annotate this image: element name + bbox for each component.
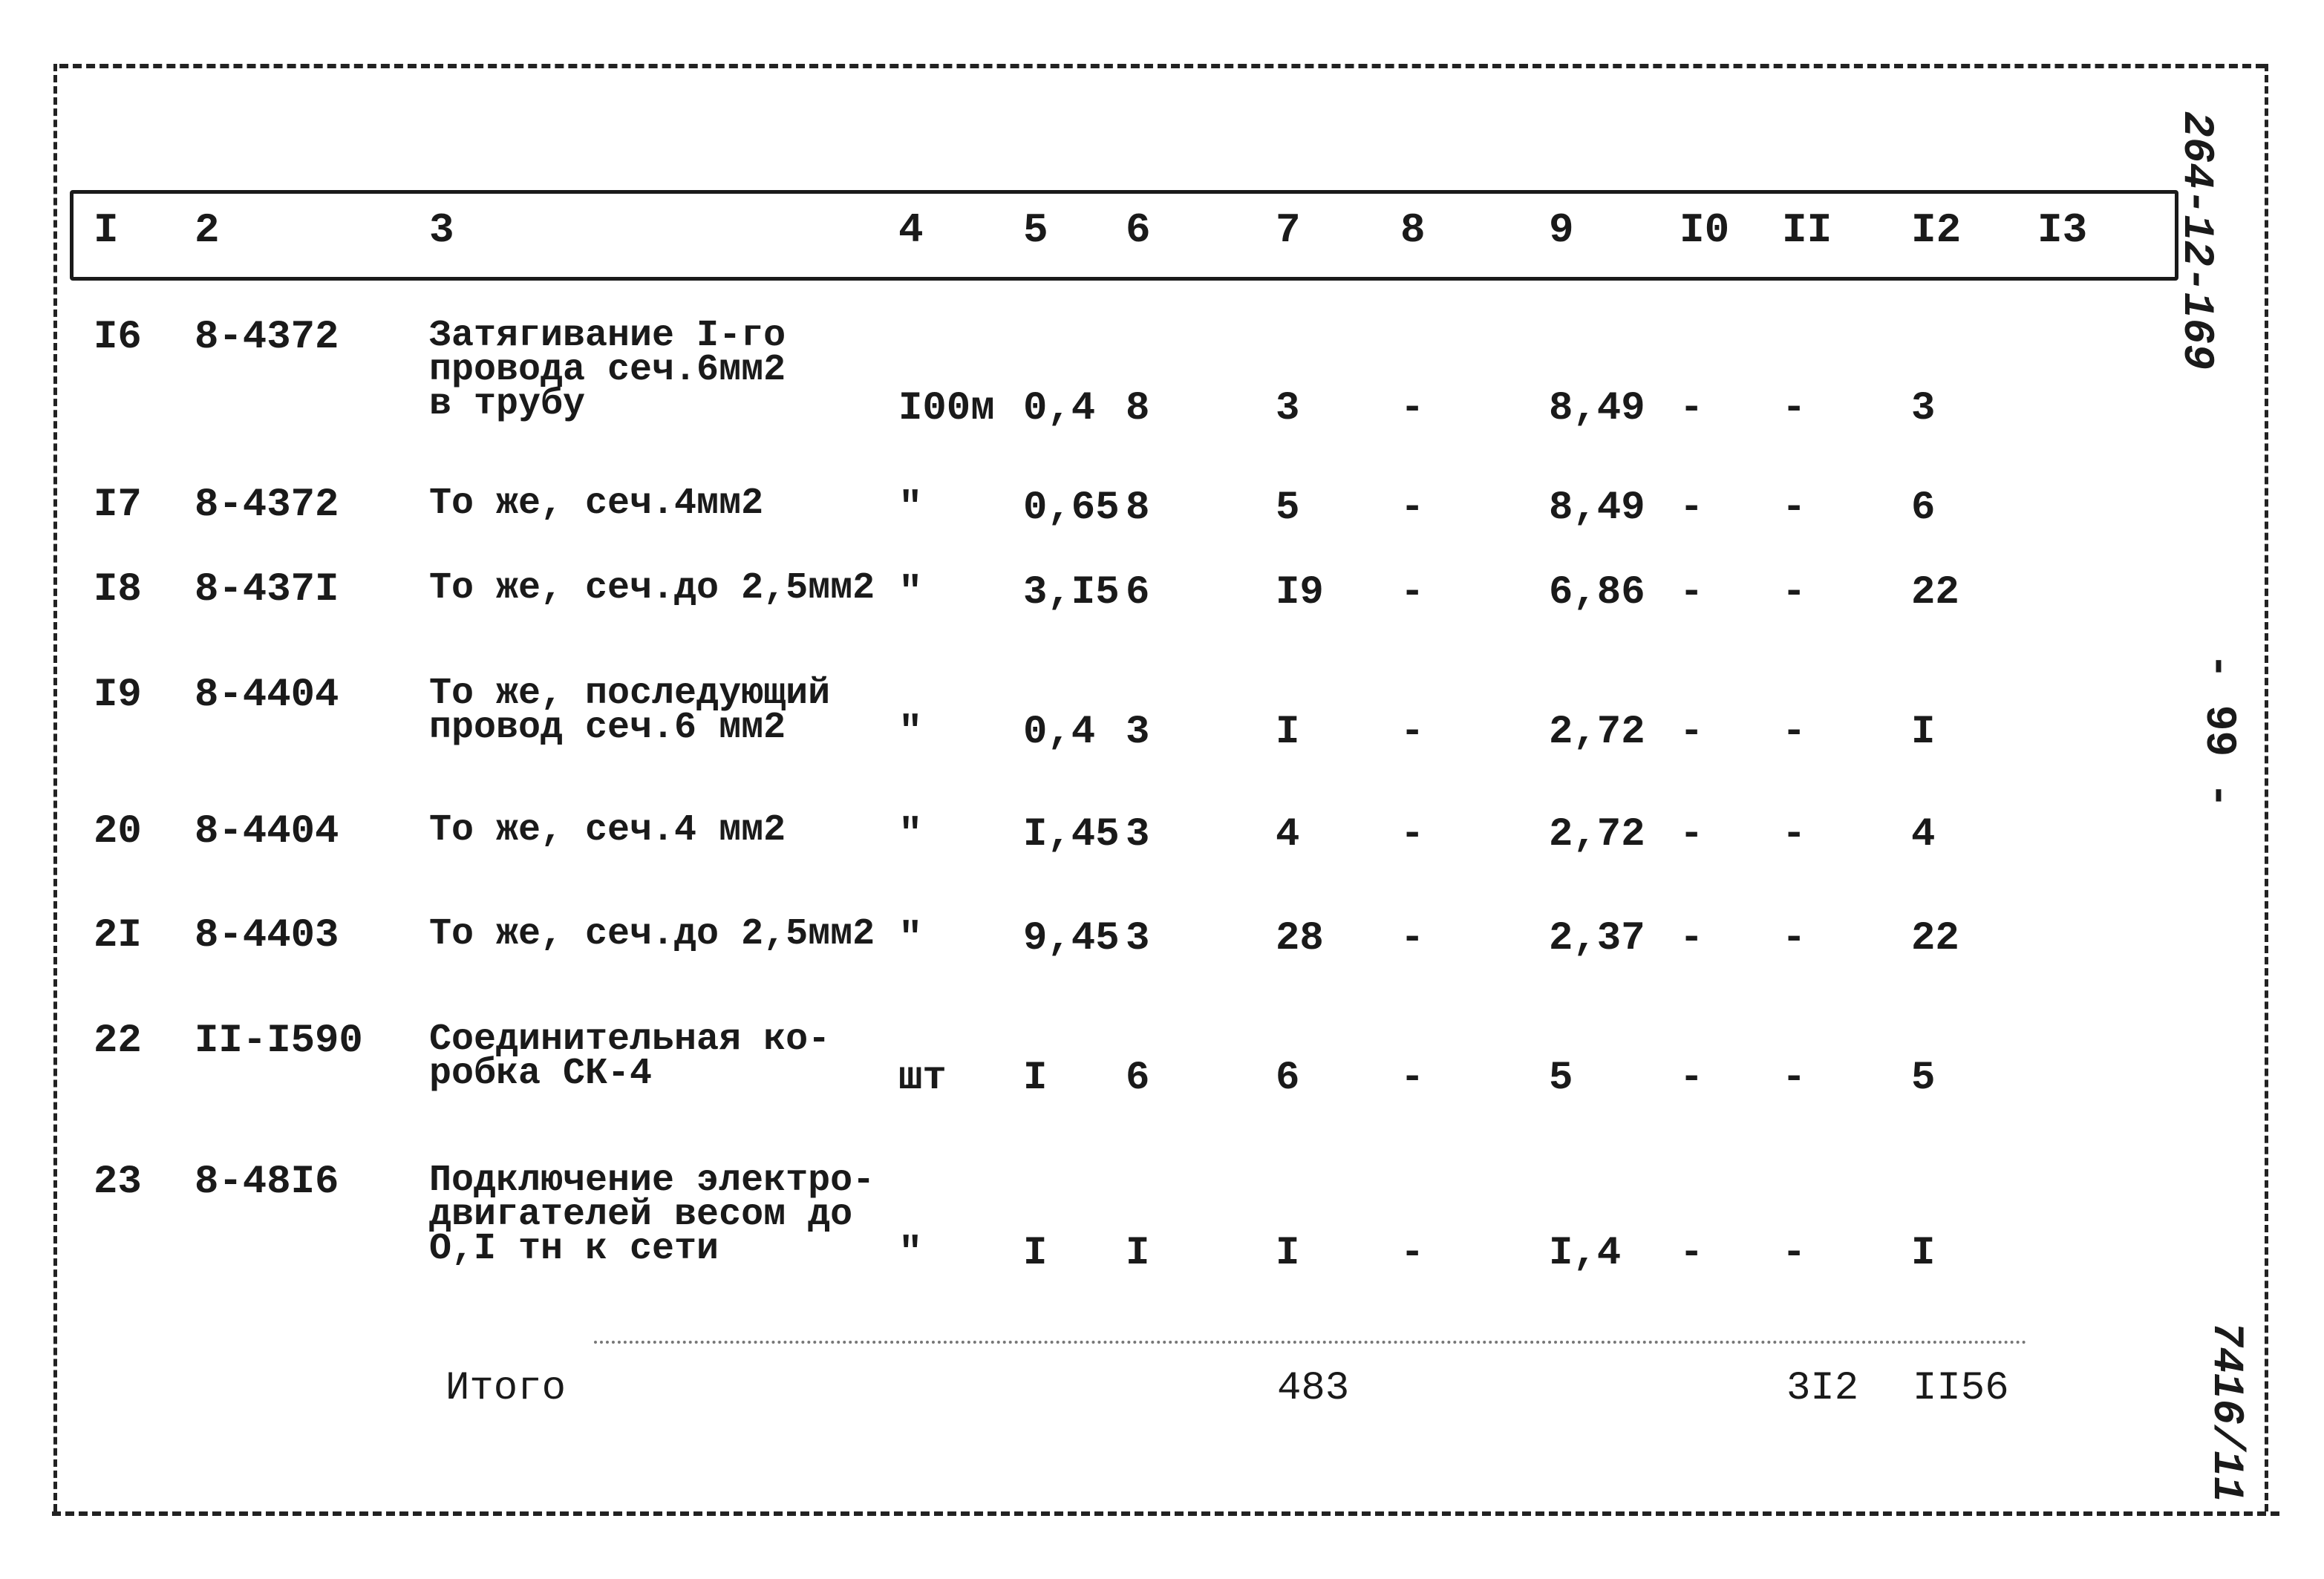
table-header-box xyxy=(70,190,2178,281)
row-col9: 5 xyxy=(1549,1056,1573,1101)
row-col7: I xyxy=(1276,1231,1300,1276)
row-col12: 6 xyxy=(1911,486,1936,531)
row-unit: I00м xyxy=(898,386,995,431)
row-code: 8-4403 xyxy=(195,913,339,958)
row-col5: 0,65 xyxy=(1023,486,1120,531)
row-col7: 5 xyxy=(1276,486,1300,531)
row-number: I6 xyxy=(94,315,142,360)
total-col11: 3I2 xyxy=(1786,1366,1859,1411)
row-col6: 3 xyxy=(1126,812,1150,857)
row-col5: 3,I5 xyxy=(1023,570,1120,615)
row-col5: I xyxy=(1023,1231,1048,1276)
row-number: 20 xyxy=(94,809,142,854)
header-col-4: 4 xyxy=(898,206,924,254)
header-col-8: 8 xyxy=(1400,206,1426,254)
row-col7: 28 xyxy=(1276,916,1324,961)
page-frame-right xyxy=(2265,64,2268,1511)
row-col11: - xyxy=(1782,1231,1806,1276)
row-col7: I9 xyxy=(1276,570,1324,615)
row-description: То же, сеч.до 2,5мм2 xyxy=(429,913,875,955)
row-col11: - xyxy=(1782,812,1806,857)
row-unit: шт xyxy=(898,1056,947,1101)
row-code: 8-4404 xyxy=(195,809,339,854)
header-col-1: I xyxy=(94,206,119,254)
header-col-2: 2 xyxy=(195,206,220,254)
row-col9: 2,37 xyxy=(1549,916,1645,961)
sheet-mark-note: 7416/11 xyxy=(2201,1321,2250,1503)
row-col10: - xyxy=(1680,570,1704,615)
row-col8: - xyxy=(1400,916,1425,961)
row-col10: - xyxy=(1680,486,1704,531)
row-col7: 3 xyxy=(1276,386,1300,431)
row-col5: 0,4 xyxy=(1023,710,1096,755)
row-description: Подключение электро- двигателей весом до О,I тн к сети xyxy=(429,1160,875,1270)
row-col5: 0,4 xyxy=(1023,386,1096,431)
row-col7: 6 xyxy=(1276,1056,1300,1101)
row-col11: - xyxy=(1782,916,1806,961)
row-unit: " xyxy=(898,486,923,531)
row-col8: - xyxy=(1400,570,1425,615)
row-number: 22 xyxy=(94,1019,142,1064)
row-col12: I xyxy=(1911,1231,1936,1276)
header-col-13: I3 xyxy=(2037,206,2088,254)
row-number: 2I xyxy=(94,913,142,958)
row-col9: 8,49 xyxy=(1549,486,1645,531)
row-description: То же, сеч.до 2,5мм2 xyxy=(429,567,875,609)
row-col8: - xyxy=(1400,710,1425,755)
row-unit: " xyxy=(898,812,923,857)
row-number: I8 xyxy=(94,567,142,612)
row-code: 8-4372 xyxy=(195,315,339,360)
row-col10: - xyxy=(1680,710,1704,755)
header-col-3: 3 xyxy=(429,206,454,254)
row-col9: 2,72 xyxy=(1549,812,1645,857)
total-col12: II56 xyxy=(1913,1366,2009,1411)
row-col9: 2,72 xyxy=(1549,710,1645,755)
total-label: Итого xyxy=(445,1366,567,1411)
row-col11: - xyxy=(1782,386,1806,431)
row-col7: I xyxy=(1276,710,1300,755)
header-col-9: 9 xyxy=(1549,206,1574,254)
header-col-12: I2 xyxy=(1911,206,1962,254)
row-col8: - xyxy=(1400,386,1425,431)
row-col8: - xyxy=(1400,1231,1425,1276)
page-number: - 99 - xyxy=(2194,653,2242,808)
row-code: II-I590 xyxy=(195,1019,363,1064)
row-col6: 8 xyxy=(1126,486,1150,531)
row-col6: 3 xyxy=(1126,710,1150,755)
doc-code-note: 264-12-169 xyxy=(2172,111,2220,370)
page-frame-bottom xyxy=(52,1511,2279,1516)
page-frame-left xyxy=(53,64,57,1511)
row-col11: - xyxy=(1782,710,1806,755)
row-col10: - xyxy=(1680,1231,1704,1276)
row-col7: 4 xyxy=(1276,812,1300,857)
row-number: I9 xyxy=(94,673,142,718)
row-unit: " xyxy=(898,916,923,961)
row-col10: - xyxy=(1680,916,1704,961)
total-separator xyxy=(594,1341,2027,1344)
header-col-11: II xyxy=(1782,206,1832,254)
row-unit: " xyxy=(898,1231,923,1276)
row-col5: 9,45 xyxy=(1023,916,1120,961)
page-frame-top xyxy=(59,64,2265,68)
row-number: 23 xyxy=(94,1160,142,1205)
row-col6: I xyxy=(1126,1231,1150,1276)
row-col12: 5 xyxy=(1911,1056,1936,1101)
header-col-6: 6 xyxy=(1126,206,1151,254)
row-col6: 6 xyxy=(1126,570,1150,615)
row-unit: " xyxy=(898,570,923,615)
row-description: То же, сеч.4мм2 xyxy=(429,483,764,525)
row-col6: 3 xyxy=(1126,916,1150,961)
row-col5: I,45 xyxy=(1023,812,1120,857)
header-col-5: 5 xyxy=(1023,206,1048,254)
row-col6: 8 xyxy=(1126,386,1150,431)
header-col-10: I0 xyxy=(1680,206,1730,254)
row-col11: - xyxy=(1782,570,1806,615)
row-number: I7 xyxy=(94,483,142,528)
row-col10: - xyxy=(1680,1056,1704,1101)
row-col8: - xyxy=(1400,486,1425,531)
row-col11: - xyxy=(1782,486,1806,531)
row-col9: I,4 xyxy=(1549,1231,1622,1276)
row-col8: - xyxy=(1400,812,1425,857)
row-col5: I xyxy=(1023,1056,1048,1101)
row-description: То же, последующий провод сеч.6 мм2 xyxy=(429,673,831,749)
row-code: 8-4404 xyxy=(195,673,339,718)
row-col12: 22 xyxy=(1911,570,1959,615)
row-col10: - xyxy=(1680,386,1704,431)
row-col6: 6 xyxy=(1126,1056,1150,1101)
row-col9: 6,86 xyxy=(1549,570,1645,615)
row-col8: - xyxy=(1400,1056,1425,1101)
row-col12: 22 xyxy=(1911,916,1959,961)
row-col11: - xyxy=(1782,1056,1806,1101)
total-col7: 483 xyxy=(1277,1366,1350,1411)
row-col9: 8,49 xyxy=(1549,386,1645,431)
row-code: 8-48I6 xyxy=(195,1160,339,1205)
row-col10: - xyxy=(1680,812,1704,857)
row-code: 8-4372 xyxy=(195,483,339,528)
row-col12: 3 xyxy=(1911,386,1936,431)
row-col12: 4 xyxy=(1911,812,1936,857)
header-col-7: 7 xyxy=(1276,206,1301,254)
row-code: 8-437I xyxy=(195,567,339,612)
row-description: Соединительная ко- робка СК-4 xyxy=(429,1019,831,1095)
row-col12: I xyxy=(1911,710,1936,755)
row-description: То же, сеч.4 мм2 xyxy=(429,809,786,851)
row-description: Затягивание I-го провода сеч.6мм2 в трубу xyxy=(429,315,786,425)
row-unit: " xyxy=(898,710,923,755)
